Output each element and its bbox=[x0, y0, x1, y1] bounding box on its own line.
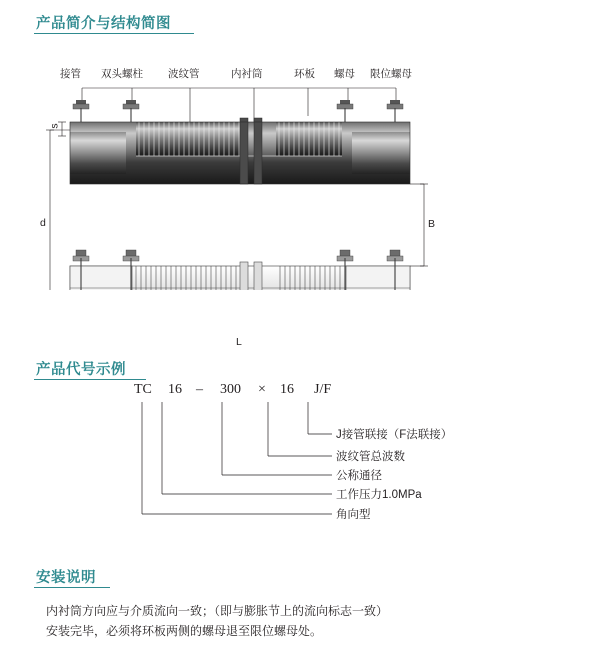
section-title-code-example: 产品代号示例 bbox=[36, 362, 126, 378]
callout-label-inner-liner: 内衬筒 bbox=[231, 68, 263, 80]
code-desc-type: 角向型 bbox=[336, 509, 371, 521]
dimension-label-s: s bbox=[48, 123, 61, 129]
structure-diagram bbox=[40, 60, 540, 348]
callout-label-nozzle: 接管 bbox=[60, 68, 81, 80]
code-desc-waves: 波纹管总波数 bbox=[336, 451, 405, 463]
code-token-dn: 300 bbox=[220, 382, 241, 397]
code-token-connection: J/F bbox=[314, 382, 332, 397]
product-code-diagram bbox=[36, 384, 556, 544]
product-code-leader-lines bbox=[36, 384, 556, 544]
code-token-waves: 16 bbox=[280, 382, 294, 397]
section-divider-structure bbox=[34, 33, 194, 34]
dimension-label-d: d bbox=[40, 217, 46, 229]
callout-label-ring-plate: 环板 bbox=[294, 68, 315, 80]
code-desc-dn: 公称通径 bbox=[336, 470, 382, 482]
dimension-label-B: B bbox=[428, 218, 436, 230]
code-desc-connection: J接管联接（F法联接） bbox=[336, 429, 453, 441]
code-token-dash: – bbox=[196, 382, 203, 397]
section-title-installation: 安装说明 bbox=[36, 570, 96, 586]
callout-label-nut: 螺母 bbox=[334, 68, 355, 80]
installation-note-line-1: 内衬筒方向应与介质流向一致；（即与膨胀节上的流向标志一致） bbox=[46, 604, 389, 618]
dimension-label-L: L bbox=[236, 336, 242, 348]
callout-label-double-end-stud: 双头螺柱 bbox=[101, 68, 143, 80]
callout-label-limit-nut: 限位螺母 bbox=[370, 68, 412, 80]
callout-label-bellows: 波纹管 bbox=[168, 68, 200, 80]
structure-diagram-svg bbox=[40, 60, 540, 290]
section-title-structure: 产品简介与结构简图 bbox=[36, 16, 171, 32]
code-token-pressure: 16 bbox=[168, 382, 182, 397]
installation-note-line-2: 安装完毕，必须将环板两侧的螺母退至限位螺母处。 bbox=[46, 624, 323, 638]
code-desc-pressure: 工作压力1.0MPa bbox=[336, 489, 422, 501]
section-divider-code-example bbox=[34, 379, 146, 380]
code-token-times: × bbox=[258, 382, 266, 397]
code-token-type: TC bbox=[134, 382, 152, 397]
section-divider-installation bbox=[34, 587, 110, 588]
